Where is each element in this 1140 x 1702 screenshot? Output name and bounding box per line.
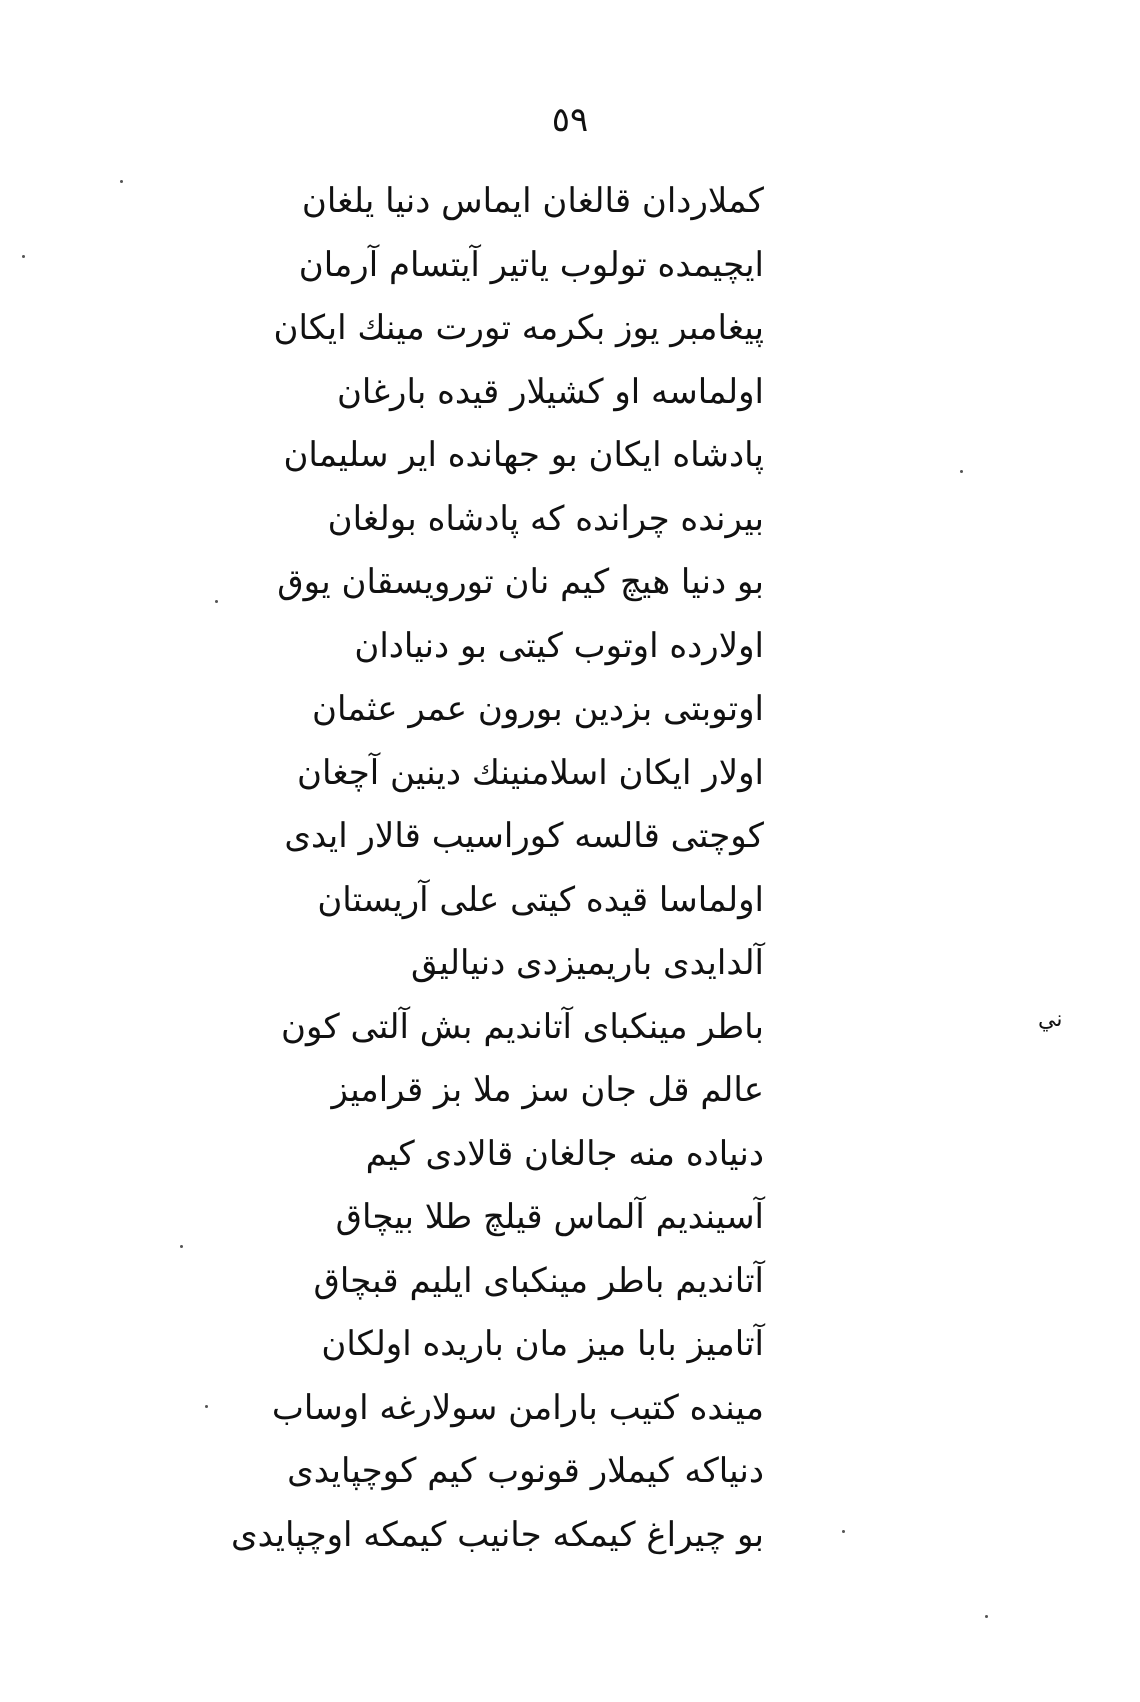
verse-line: اولارده اوتوب كيتى بو دنيادان (354, 625, 764, 666)
verse-line: بو دنيا هيچ كيم نان تورويسقان يوق (277, 562, 764, 602)
poem-body (230, 170, 764, 1567)
verse-line: عالم قل جان سز ملا بز قراميز (331, 1070, 764, 1110)
verse-line: دنياده منه جالغان قالادى كيم (365, 1133, 764, 1174)
verse-line: اولماسا قيده كيتى على آريستان (317, 879, 764, 920)
verse-line: آسينديم آلماس قيلچ طلا بيچاق (335, 1197, 764, 1237)
verse-line: آتاميز بابا ميز مان باريده اولكان (321, 1324, 764, 1364)
scan-speck (842, 1530, 845, 1533)
verse-line: اولار ايكان اسلامنينك دينين آچغان (297, 752, 764, 793)
scan-speck (22, 255, 25, 258)
scan-speck (120, 180, 123, 183)
verse-line: آلدايدى باريميزدى دنياليق (411, 943, 764, 983)
verse-line: بو چيراغ كيمكه جانيب كيمكه اوچپايدى (231, 1514, 764, 1555)
scan-speck (215, 600, 218, 603)
scan-speck (985, 1615, 988, 1618)
verse-line: ايچيمده تولوب ياتير آيتسام آرمان (298, 244, 764, 285)
verse-line: اوتوبتى بزدين بورون عمر عثمان (312, 689, 764, 729)
verse-line: دنياكه كيملار قونوب كيم كوچپايدى (287, 1451, 764, 1491)
verse-line: كملاردان قالغان ايماس دنيا يلغان (301, 181, 764, 221)
verse-line: اولماسه او كشيلار قيده بارغان (336, 371, 764, 412)
verse-line: آتانديم باطر مينكباى ايليم قبچاق (313, 1260, 764, 1301)
page-number: ٥٩ (551, 100, 589, 140)
verse-line: پادشاه ايكان بو جهانده اير سليمان (283, 435, 764, 475)
verse-line: بيرنده چرانده كه پادشاه بولغان (327, 498, 764, 539)
verse-line: كوچتى قالسه كوراسيب قالار ايدى (284, 816, 764, 856)
verse-line: باطر مينكباى آتانديم بش آلتى كون (280, 1006, 764, 1047)
verse-line: پيغامبر يوز بكرمه تورت مينك ايكان (273, 308, 764, 348)
margin-mark: ني (1038, 1007, 1063, 1032)
scan-speck (180, 1245, 183, 1248)
scan-speck (205, 1405, 208, 1408)
verse-line: مينده كتيب بارامن سولارغه اوساب (271, 1387, 764, 1428)
scan-speck (960, 470, 963, 473)
